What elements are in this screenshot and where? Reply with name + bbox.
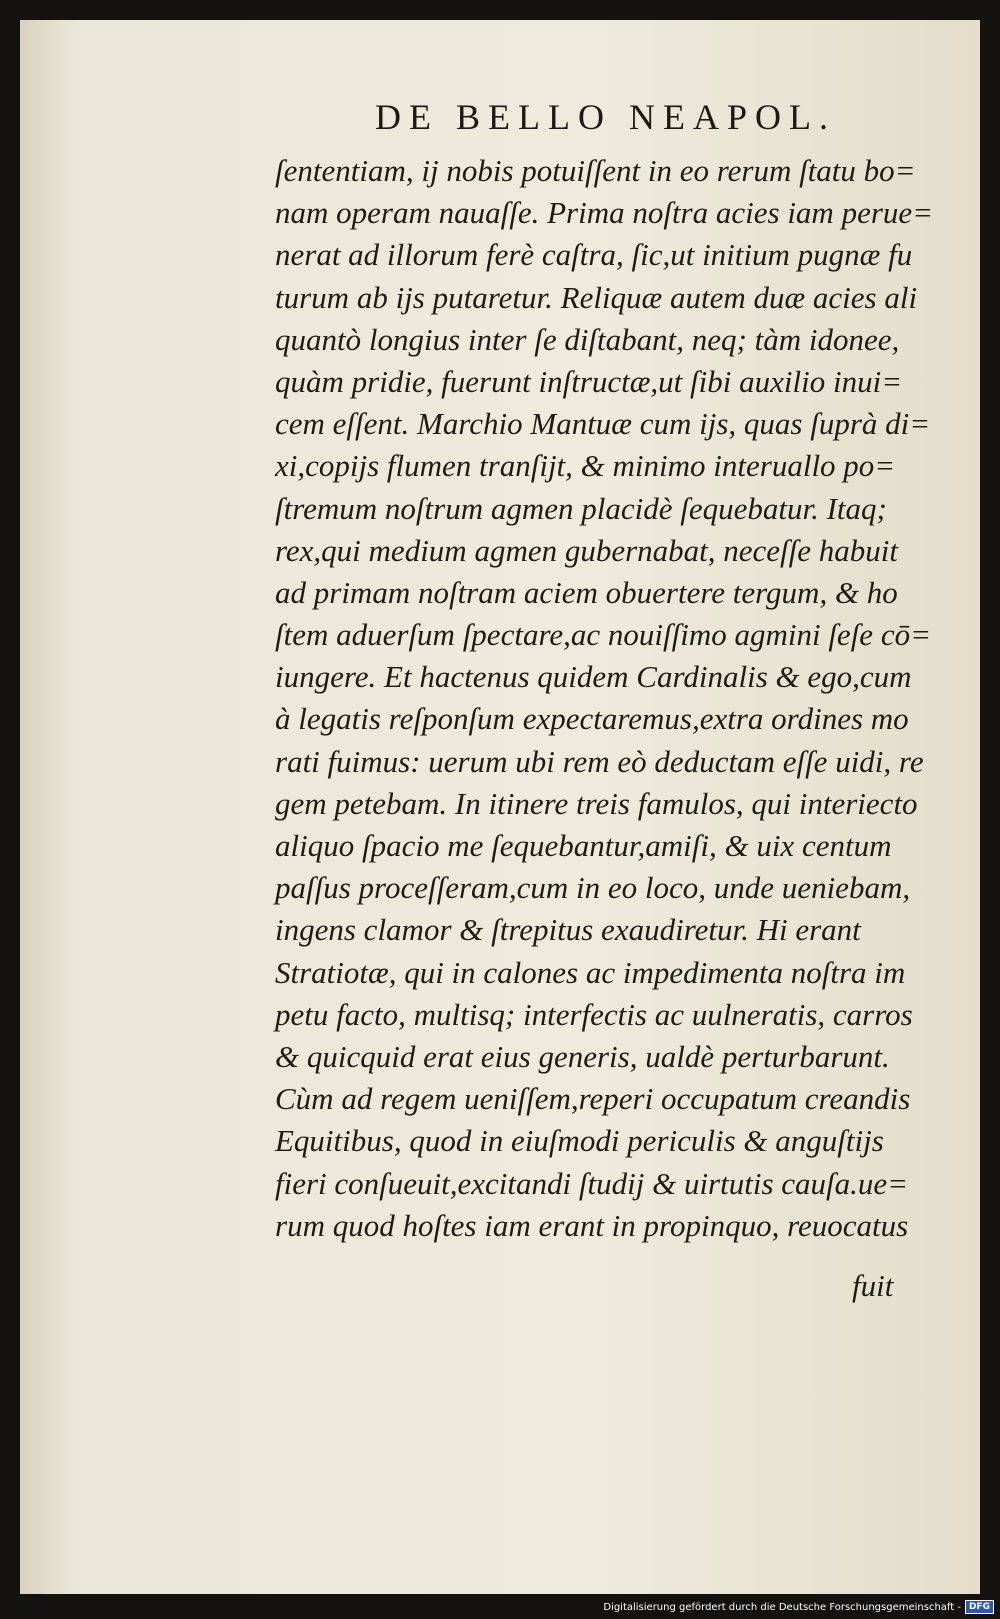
text-line: ſtremum noſtrum agmen placidè ſequebatur. Itaq; (275, 490, 887, 526)
text-line: quàm pridie, fuerunt inſtructæ,ut ſibi auxilio inui= (275, 363, 903, 399)
book-page (20, 20, 980, 1594)
text-line: rum quod hoſtes iam erant in propinquo, reuocatus (275, 1207, 909, 1243)
text-line: petu facto, multisq; interfectis ac uulneratis, carros (275, 996, 913, 1032)
text-line: paſſus proceſſeram,cum in eo loco, unde ueniebam, (275, 870, 911, 906)
text-line: à legatis reſponſum expectaremus,extra ordines mo (275, 701, 909, 737)
text-line: ſententiam, ij nobis potuiſſent in eo rerum ſtatu bo= (275, 153, 916, 188)
text-line: ad primam noſtram aciem obuertere tergum, & ho (275, 574, 898, 610)
text-line: Stratiotæ, qui in calones ac impedimenta noſtra im (275, 954, 906, 990)
text-line: turum ab ijs putaretur. Reliquæ autem duæ acies ali (275, 279, 918, 315)
dfg-logo: DFG (965, 1600, 994, 1614)
text-line: ſtem aduerſum ſpectare,ac nouiſſimo agmini ſeſe cō= (275, 617, 931, 653)
text-line: rati fuimus: uerum ubi rem eò deductam eſſe uidi, re (275, 743, 924, 779)
body-text (275, 150, 947, 1247)
text-line: fieri conſueuit,excitandi ſtudij & uirtutis cauſa.ue= (275, 1165, 909, 1201)
catchword: fuit (852, 1268, 894, 1303)
text-line: iungere. Et hactenus quidem Cardinalis & ego,cum (275, 659, 912, 695)
text-line: & quicquid erat eius generis, ualdè perturbarunt. (275, 1038, 890, 1074)
text-line: nerat ad illorum ferè caſtra, ſic,ut initium pugnæ fu (275, 237, 913, 273)
text-line: xi,copijs flumen tranſijt, & minimo interuallo po= (275, 448, 896, 484)
text-line: ingens clamor & ſtrepitus exaudiretur. Hi erant (275, 912, 861, 948)
text-line: cem eſſent. Marchio Mantuæ cum ijs, quas ſuprà di= (275, 406, 931, 442)
text-line: Cùm ad regem ueniſſem,reperi occupatum creandis (275, 1081, 911, 1117)
text-line: rex,qui medium agmen gubernabat, neceſſe habuit (275, 532, 899, 568)
digitization-credit (603, 1597, 994, 1617)
running-title: DE BELLO NEAPOL. (375, 97, 836, 137)
text-line: nam operam nauaſſe. Prima noſtra acies iam perue= (275, 195, 934, 231)
text-line: quantò longius inter ſe diſtabant, neq; tàm idonee, (275, 321, 900, 357)
text-line: gem petebam. In itinere treis famulos, qui interiecto (275, 785, 918, 821)
text-line: Equitibus, quod in eiuſmodi periculis & anguſtijs (275, 1123, 884, 1159)
text-line: aliquo ſpacio me ſequebantur,amiſi, & uix centum (275, 828, 892, 863)
credit-text: Digitalisierung gefördert durch die Deutsche Forschungsgemeinschaft - (603, 1601, 961, 1613)
